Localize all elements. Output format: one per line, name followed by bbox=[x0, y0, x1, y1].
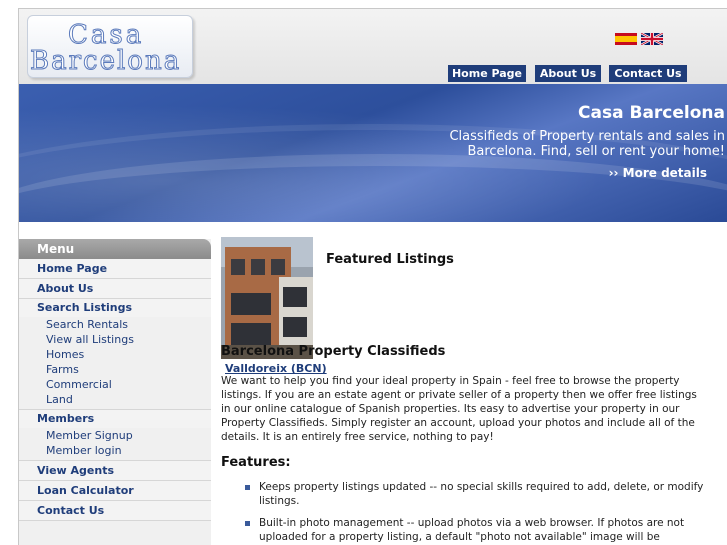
sidebar-item-search-listings[interactable]: Search Listings bbox=[19, 299, 211, 317]
nav-about-button[interactable]: About Us bbox=[535, 65, 601, 82]
sidebar-subitem-member-signup[interactable]: Member Signup bbox=[46, 429, 133, 442]
uk-flag-icon[interactable] bbox=[641, 33, 663, 45]
sidebar-item-view-agents[interactable]: View Agents bbox=[19, 461, 211, 481]
sidebar-subitem-view-all-listings[interactable]: View all Listings bbox=[46, 333, 134, 346]
intro-paragraph: We want to help you find your ideal property in Spain - feel free to browse the property listings. If you are an estate agent or private seller of a property then we offer free listings in our online catalogue of Spanish properties. Its easy to advertise your property in our Property Classifieds. Simply register an account, upload your photos and include all of the details. It is an entirely free service, nothing to pay! bbox=[221, 375, 697, 443]
featured-listing-photo[interactable] bbox=[221, 237, 313, 359]
sidebar-item-members[interactable]: Members bbox=[19, 410, 211, 428]
sidebar-menu bbox=[19, 239, 211, 545]
logo-line-2: Barcelona bbox=[30, 46, 182, 76]
features-list bbox=[245, 480, 709, 545]
sidebar-subitem-homes[interactable]: Homes bbox=[46, 348, 85, 361]
classifieds-heading: Barcelona Property Classifieds bbox=[221, 344, 446, 359]
hero-banner bbox=[19, 84, 727, 222]
banner-title: Casa Barcelona bbox=[578, 103, 725, 123]
nav-contact-button[interactable]: Contact Us bbox=[609, 65, 687, 82]
sidebar-item-loan-calculator[interactable]: Loan Calculator bbox=[19, 481, 211, 501]
spain-flag-icon[interactable] bbox=[615, 33, 637, 45]
more-details-link[interactable]: ›› More details bbox=[608, 166, 707, 180]
logo-line-1: Casa bbox=[68, 20, 145, 50]
sidebar-subitem-search-rentals[interactable]: Search Rentals bbox=[46, 318, 129, 331]
list-item: Built-in photo management -- upload photos via a web browser. If photos are not uploaded for a property listing, a default "photo not available" image will be bbox=[245, 516, 709, 544]
features-heading: Features: bbox=[221, 455, 291, 470]
featured-listing-link[interactable]: Valldoreix (BCN) bbox=[225, 362, 327, 375]
header bbox=[19, 9, 727, 84]
nav-home-button[interactable]: Home Page bbox=[448, 65, 526, 82]
sidebar-subitem-farms[interactable]: Farms bbox=[46, 363, 79, 376]
sidebar-subitem-commercial[interactable]: Commercial bbox=[46, 378, 112, 391]
sidebar-item-home[interactable]: Home Page bbox=[19, 259, 211, 279]
list-item: Keeps property listings updated -- no special skills required to add, delete, or modify listings. bbox=[245, 480, 709, 508]
menu-heading: Menu bbox=[19, 239, 211, 259]
sidebar-subitem-member-login[interactable]: Member login bbox=[46, 444, 122, 457]
featured-listings-heading: Featured Listings bbox=[326, 252, 454, 267]
page-frame bbox=[18, 8, 727, 545]
banner-subtitle-line-1: Classifieds of Property rentals and sales in bbox=[449, 129, 725, 144]
sidebar-subitem-land[interactable]: Land bbox=[46, 393, 73, 406]
sidebar-item-about[interactable]: About Us bbox=[19, 279, 211, 299]
sidebar-group-members bbox=[19, 410, 211, 461]
sidebar-item-contact[interactable]: Contact Us bbox=[19, 501, 211, 521]
sidebar-group-search bbox=[19, 299, 211, 410]
site-logo[interactable] bbox=[27, 15, 193, 78]
banner-subtitle-line-2: Barcelona. Find, sell or rent your home! bbox=[467, 144, 725, 159]
